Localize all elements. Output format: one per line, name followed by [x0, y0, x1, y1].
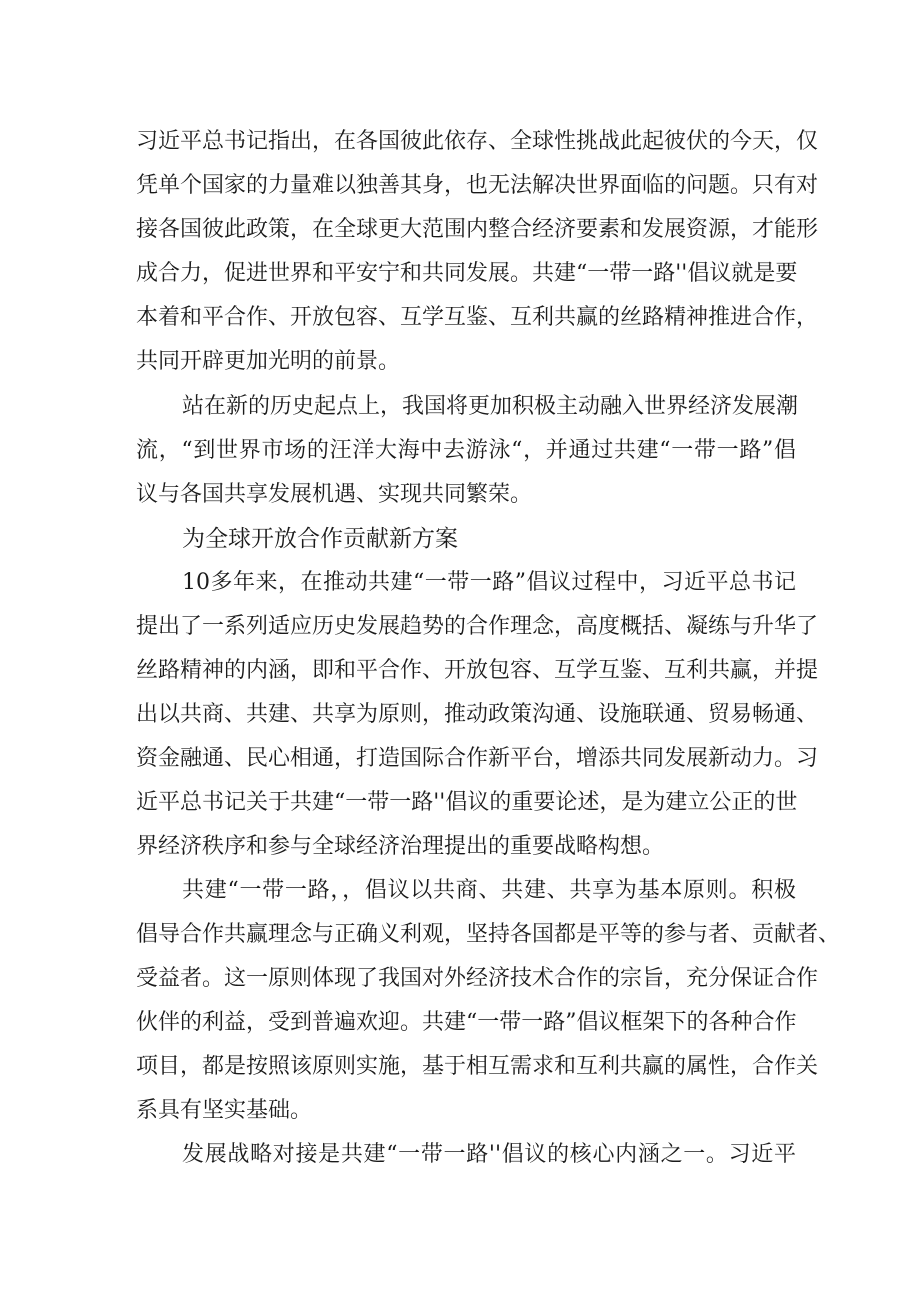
paragraph-1-line-5: 本着和平合作、开放包容、互学互鉴、互利共赢的丝路精神推进合作，: [136, 305, 819, 330]
paragraph-2-line-1: 站在新的历史起点上，我国将更加积极主动融入世界经济发展潮: [182, 394, 799, 419]
paragraph-3-line-7: 界经济秩序和参与全球经济治理提出的重要战略构想。: [136, 834, 665, 859]
paragraph-2-line-3: 议与各国共享发展机遇、实现共同繁荣。: [136, 482, 533, 507]
paragraph-3-line-3: 丝路精神的内涵，即和平合作、开放包容、互学互鉴、互利共赢，并提: [136, 658, 819, 683]
paragraph-1-line-2: 凭单个国家的力量难以独善其身，也无法解决世界面临的问题。只有对: [136, 173, 819, 198]
paragraph-3-line-5: 资金融通、民心相通，打造国际合作新平台，增添共同发展新动力。习: [136, 746, 819, 771]
paragraph-4-line-2: 倡导合作共赢理念与正确义利观，坚持各国都是平等的参与者、贡献者、: [136, 922, 841, 947]
section-heading: 为全球开放合作贡献新方案: [182, 526, 458, 552]
paragraph-2-line-2: 流，“到世界市场的汪洋大海中去游泳“，并通过共建“一带一路”倡: [136, 438, 796, 463]
paragraph-1-line-3: 接各国彼此政策，在全球更大范围内整合经济要素和发展资源，才能形: [136, 217, 819, 242]
paragraph-4-line-3: 受益者。这一原则体现了我国对外经济技术合作的宗旨，充分保证合作: [136, 966, 819, 991]
paragraph-3-line-1: 10多年来，在推动共建“一带一路”倡议过程中，习近平总书记: [182, 570, 796, 595]
paragraph-3-line-4: 出以共商、共建、共享为原则，推动政策沟通、设施联通、贸易畅通、: [136, 702, 819, 727]
paragraph-5-line-1: 发展战略对接是共建“一带一路''倡议的核心内涵之一。习近平: [182, 1142, 796, 1167]
paragraph-3-line-6: 近平总书记关于共建“一带一路''倡议的重要论述，是为建立公正的世: [136, 790, 798, 815]
paragraph-4-line-6: 系具有坚实基础。: [136, 1098, 313, 1123]
paragraph-1-line-4: 成合力，促进世界和平安宁和共同发展。共建“一带一路''倡议就是要: [136, 261, 798, 286]
paragraph-3-line-2: 提出了一系列适应历史发展趋势的合作理念，高度概括、凝练与升华了: [136, 614, 819, 639]
paragraph-4-line-4: 伙伴的利益，受到普遍欢迎。共建“一带一路”倡议框架下的各种合作: [136, 1010, 797, 1035]
paragraph-4-line-5: 项目，都是按照该原则实施，基于相互需求和互利共赢的属性，合作关: [136, 1054, 819, 1079]
paragraph-1-line-1: 习近平总书记指出，在各国彼此依存、全球性挑战此起彼伏的今天，仅: [136, 129, 819, 154]
paragraph-4-line-1: 共建“一带一路，，倡议以共商、共建、共享为基本原则。积极: [182, 878, 796, 903]
paragraph-1-line-6: 共同开辟更加光明的前景。: [136, 349, 401, 374]
